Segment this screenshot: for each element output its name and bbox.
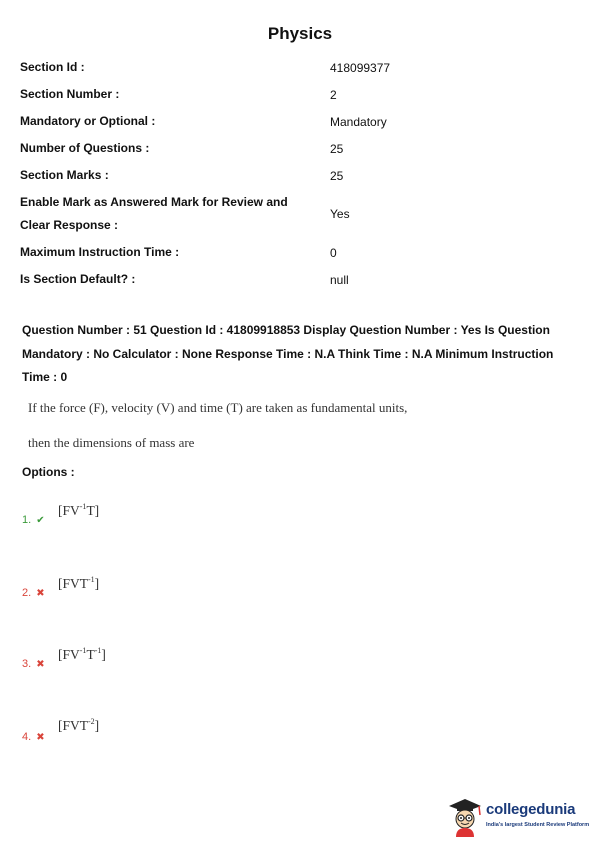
student-mascot-icon (446, 797, 484, 837)
info-value: 2 (330, 87, 337, 102)
info-row-section-default (20, 268, 580, 291)
option-expression (58, 646, 106, 663)
brand-name: collegedunia (486, 801, 576, 818)
page-title: Physics (267, 24, 333, 43)
info-label-line: Clear Response : (20, 218, 119, 232)
info-label (20, 191, 328, 237)
option-expression (58, 502, 99, 519)
info-value: 418099377 (330, 60, 391, 75)
expr-part: [FVT (58, 576, 88, 591)
expr-sup: -1 (79, 646, 87, 655)
brand-tagline: India's largest Student Review Platform (486, 822, 590, 828)
option-number (22, 731, 45, 743)
expr-sup: -1 (94, 646, 102, 655)
info-value: 25 (330, 168, 344, 183)
cross-icon: ✖ (36, 731, 45, 743)
option-number (22, 514, 45, 526)
question-meta-line: Question Number : 51 Question Id : 41809918853 Display Question Number : Yes Is Question (22, 323, 550, 337)
cross-icon: ✖ (36, 587, 45, 599)
expr-part: [FV (58, 647, 80, 662)
info-value: 0 (330, 245, 337, 260)
option-number-text: 1. (22, 514, 32, 526)
info-row-section-number (20, 83, 580, 106)
expr-part: T (86, 647, 95, 662)
info-label: Section Number : (20, 87, 120, 101)
info-value: null (330, 272, 349, 287)
option-expression (58, 575, 99, 592)
option-number-text: 4. (22, 731, 32, 743)
info-label: Section Marks : (20, 168, 109, 182)
info-label-line: Enable Mark as Answered Mark for Review and (20, 195, 288, 209)
question-meta-line: Time : 0 (22, 370, 68, 384)
expr-sup: -2 (88, 717, 95, 726)
info-label: Section Id : (20, 60, 85, 74)
option-number (22, 658, 45, 670)
question-meta (22, 319, 587, 390)
expr-part: ] (94, 576, 100, 591)
expr-part: ] (94, 718, 100, 733)
options-label: Options : (22, 465, 75, 479)
info-label: Maximum Instruction Time : (20, 245, 180, 259)
info-row-section-id (20, 56, 580, 79)
expr-sup: -1 (88, 575, 95, 584)
info-label: Number of Questions : (20, 141, 150, 155)
option-number-text: 3. (22, 658, 32, 670)
check-icon: ✔ (36, 514, 45, 526)
collegedunia-logo (446, 797, 594, 837)
cross-icon: ✖ (36, 658, 45, 670)
option-expression (58, 717, 99, 734)
info-value: 25 (330, 141, 344, 156)
expr-part: T] (86, 503, 100, 518)
question-text-line: then the dimensions of mass are (28, 435, 195, 450)
info-label: Is Section Default? : (20, 272, 136, 286)
info-row-num-questions (20, 137, 580, 160)
info-value: Mandatory (330, 114, 387, 129)
expr-part: [FV (58, 503, 80, 518)
question-text-line: If the force (F), velocity (V) and time (T) are taken as fundamental units, (28, 400, 408, 415)
expr-part: ] (101, 647, 106, 662)
info-label: Mandatory or Optional : (20, 114, 156, 128)
section-info-table (20, 56, 580, 291)
option-number-text: 2. (22, 587, 32, 599)
info-row-max-instruction-time (20, 241, 580, 264)
expr-sup: -1 (79, 502, 87, 511)
expr-part: [FVT (58, 718, 88, 733)
question-meta-line: Mandatory : No Calculator : None Response Time : N.A Think Time : N.A Minimum Instruction (22, 346, 554, 361)
info-value: Yes (330, 207, 350, 221)
option-number (22, 587, 45, 599)
info-row-section-marks (20, 164, 580, 187)
info-row-enable-mark (20, 191, 580, 237)
info-row-mandatory (20, 110, 580, 133)
